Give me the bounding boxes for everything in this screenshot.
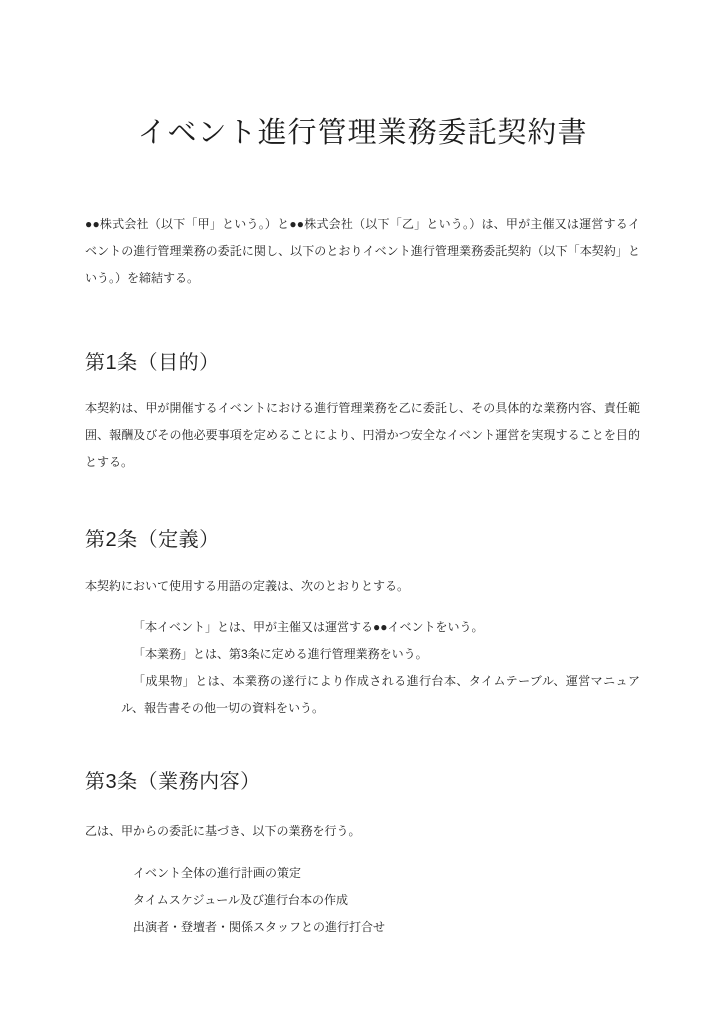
article-1-heading: 第1条（目的） [85,352,220,374]
definitions-list-item: 「成果物」とは、本業務の遂行により作成される進行台本、タイムテーブル、運営マニュアル、報告書その他一切の資料をいう。 [121,674,640,715]
tasks-list-item: 出演者・登壇者・関係スタッフとの進行打合せ [133,920,386,934]
article-2-heading: 第2条（定義） [85,529,220,551]
document-title: イベント進行管理業務委託契約書 [137,117,588,149]
article-2-body: 本契約において使用する用語の定義は、次のとおりとする。 [85,579,410,593]
article-2-section [85,525,640,722]
article-1-section [85,348,640,476]
definitions-list-item: 「本イベント」とは、甲が主催又は運営する●●イベントをいう。 [133,620,484,634]
article-1-body: 本契約は、甲が開催するイベントにおける進行管理業務を乙に委託し、その具体的な業務内容、責任範囲、報酬及びその他必要事項を定めることにより、円滑かつ安全なイベント運営を実現することを目的とする。 [85,401,640,469]
preamble-paragraph: ●●株式会社（以下「甲」という。）と●●株式会社（以下「乙」という。）は、甲が主催又は運営するイベントの進行管理業務の委託に関し、以下のとおりイベント進行管理業務委託契約（以下「本契約」という。）を締結する。 [85,217,640,285]
article-3-section [85,767,640,941]
article-3-body: 乙は、甲からの委託に基づき、以下の業務を行う。 [85,824,361,838]
definitions-list [85,614,640,722]
tasks-list-item: イベント全体の進行計画の策定 [133,866,302,880]
definitions-list-item: 「本業務」とは、第3条に定める進行管理業務をいう。 [133,647,428,661]
tasks-list [85,860,640,941]
article-3-heading: 第3条（業務内容） [85,771,261,793]
tasks-list-item: タイムスケジュール及び進行台本の作成 [133,893,349,907]
